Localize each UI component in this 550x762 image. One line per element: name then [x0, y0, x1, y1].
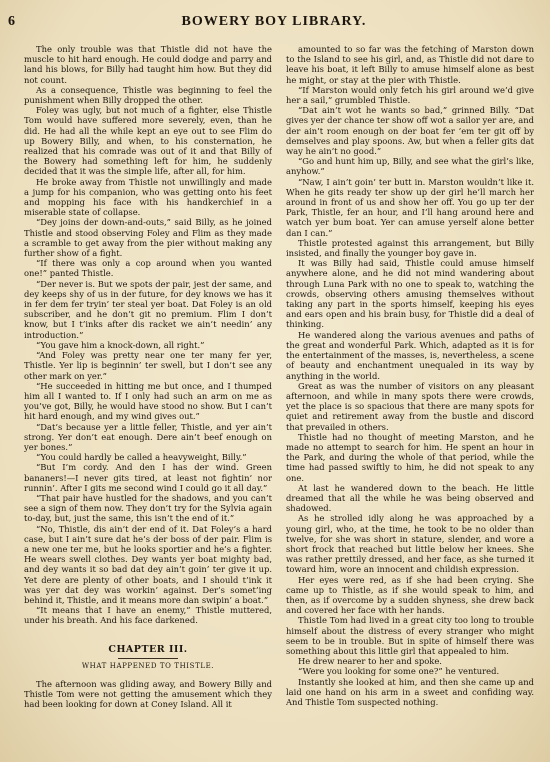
paragraph: “Dat’s because yer a little feller, Thistle, and yer ain’t strong. Yer don’t eat enough. Dere ain’t beef enough on yer bones.”: [24, 421, 272, 452]
chapter-body: [24, 679, 272, 710]
paragraph: “You could hardly be called a heavyweight, Billy.”: [36, 452, 247, 463]
paragraph: Thistle had no thought of meeting Marston, and he made no attempt to search for him. He spent an hour in the Park, and during the whole of that period, while the time had passed swiftly to him, he did not speak to any one.: [286, 431, 534, 483]
paragraph: “It means that I have an enemy,” Thistle muttered, under his breath. And his face darkened.: [24, 605, 272, 626]
left-column-body: [24, 44, 272, 626]
paragraph: “Der never is. But we spots der pair, jest der same, and dey keeps shy of us in der future, for dey knows we has it in fer dem fer tryin’ ter steal yer boat. Dat Foley is an old subscriber, and he don’t git no premium. Flim I don’t know, but I t’inks after dis racket we ain’t needin’ any introduction.”: [24, 278, 272, 340]
paragraph: Great as was the number of visitors on any pleasant afternoon, and while in many spots there were crowds, yet the place is so spacious that there are many spots for quiet and retirement away from the bustle and discord that prevailed in others.: [286, 380, 534, 432]
paragraph: “Dey joins der down-and-outs,” said Billy, as he joined Thistle and stood observing Foley and Flim as they made a scramble to get away from the pier without making any further show of a fight.: [24, 217, 272, 259]
page-number: 6: [8, 14, 15, 29]
paragraph: As a consequence, Thistle was beginning to feel the punishment when Billy dropped the other.: [24, 84, 272, 106]
paragraph: It was Billy had said, Thistle could amuse himself anywhere alone, and he did not mind wandering about through Luna Park with no one to speak to, watching the crowds, observing others amusing themselves without taking any part in the sports himself, keeping his eyes and ears open and his brain busy, for Thistle did a deal of thinking.: [286, 258, 534, 330]
left-column: [24, 44, 272, 754]
paragraph: Foley was ugly, but not much of a fighter, else Thistle Tom would have suffered more severely, even, than he did. He had all the while kept an eye out to see Flim do up Bowery Billy, and when, to his consternation, he realized that his comrade was out of it and that Billy of the Bowery had something left for him, he suddenly decided that it was the simple life, after all, for him.: [24, 105, 272, 177]
paragraph: “You gave him a knock-down, all right.”: [36, 339, 205, 350]
paragraph: The afternoon was gliding away, and Bowery Billy and Thistle Tom were not getting the amusement which they had been looking for down at Coney Island. All it: [24, 678, 272, 709]
paragraph: amounted to so far was the fetching of Marston down to the Island to see his girl, and, as Thistle did not dare to leave his boat, it left Billy to amuse himself alone as best he might, or stay at the pier with Thistle.: [286, 44, 534, 85]
paragraph: “No, Thistle, dis ain’t der end of it. Dat Foley’s a hard case, but I ain’t sure dat he’s der boss of der pair. Flim is a new one ter me, but he looks sportier and he’s a fighter. He wears swell clothes. Dey wants yer boat mighty bad, and dey wants it so bad dat dey ain’t goin’ ter give it up. Yet dere are plenty of other boats, and I should t’ink it was yer dat dey was workin’ against. Der’s somet’ing behind it, Thistle, and it means more dan swipin’ a boat.”: [24, 523, 272, 605]
paragraph: At last he wandered down to the beach. He little dreamed that all the while he was being observed and shadowed.: [286, 482, 534, 514]
chapter-title: WHAT HAPPENED TO THISTLE.: [81, 661, 215, 670]
right-column-body: [286, 44, 534, 707]
paragraph: He broke away from Thistle not unwillingly and made a jump for his companion, who was getting onto his feet and mopping his face with his handkerchief in a miserable state of collapse.: [24, 176, 272, 218]
paragraph: “He succeeded in hitting me but once, and I thumped him all I wanted to. If I only had such an arm on me as you’ve got, Billy, he would have stood no show. But I can’t hit hard enough, and my wind gives out.”: [24, 380, 272, 422]
chapter-divider: [118, 658, 178, 659]
paragraph: “And Foley was pretty near one ter many fer yer, Thistle. Yer lip is beginnin’ ter swell, but I don’t see any other mark on yer.”: [24, 350, 272, 381]
paragraph: “Naw, I ain’t goin’ ter butt in. Marston wouldn’t like it. When he gits ready ter show up der girl he’ll march her around in front of us and show her off. You go up ter der Park, Thistle, fer an hour, and I’ll hang around here and watch yer bum boat. Yer can amuse yerself alone better dan I can.”: [286, 176, 534, 238]
paragraph: Instantly she looked at him, and then she came up and laid one hand on his arm in a sweet and confiding way. And Thistle Tom suspected nothing.: [286, 676, 534, 707]
right-column: [286, 44, 534, 754]
paragraph: “But I’m cordy. And den I has der wind. Green bananers!—I never gits tired, at least not fightin’ nor runnin’. After I gits me second wind I could go it all day.”: [24, 462, 272, 493]
paragraph: He drew nearer to her and spoke.: [298, 656, 442, 667]
chapter-heading: CHAPTER III.: [108, 643, 188, 655]
paragraph: “That pair have hustled for the shadows, and you can’t see a sign of them now. They don’t try for the Sylvia again to-day, but, just the same, this isn’t the end of it.”: [24, 492, 272, 524]
paragraph: Thistle Tom had lived in a great city too long to trouble himself about the distress of every stranger who might seem to be in trouble. But in spite of himself there was something about this little girl that appealed to him.: [286, 615, 534, 656]
paragraph: As he strolled idly along he was approached by a young girl, who, at the time, he took to be no older than twelve, for she was short in stature, slender, and wore a short frock that reached but little below her knees. She was rather prettily dressed, and her face, as she turned it toward him, wore an innocent and childish expression.: [286, 513, 534, 575]
paragraph: The only trouble was that Thistle did not have the muscle to hit hard enough. He could dodge and parry and land his blows, for Billy had taught him how. But they did not count.: [24, 44, 272, 85]
paragraph: “Go and hunt him up, Billy, and see what the girl’s like, anyhow.”: [286, 156, 534, 177]
paragraph: He wandered along the various avenues and paths of the great and wonderful Park. Which, adapted as it is for the entertainment of the masses, is, nevertheless, a scene of beauty and enchantment unequaled in its way by anything in the world.: [286, 329, 534, 381]
text-columns: [24, 44, 534, 754]
running-title: BOWERY BOY LIBRARY.: [181, 14, 367, 29]
paragraph: “Dat ain’t wot he wants so bad,” grinned Billy. “Dat gives yer der chance ter show off wot a sailor yer are, and der ain’t room enough on der boat fer ’em ter git off by demselves and play spoons. Aw, but when a feller gits dat way he ain’t no good.”: [286, 105, 534, 157]
paragraph: “If there was only a cop around when you wanted one!” panted Thistle.: [24, 258, 272, 279]
paragraph: Her eyes were red, as if she had been crying. She came up to Thistle, as if she would speak to him, and then, as if overcome by a sudden shyness, she drew back and covered her face with her hands.: [286, 574, 534, 616]
paragraph: Thistle protested against this arrangement, but Billy insisted, and finally the younger boy gave in.: [286, 237, 534, 259]
paragraph: “If Marston would only fetch his girl around we’d give her a sail,” grumbled Thistle.: [286, 84, 534, 106]
paragraph: “Were you looking for some one?” he ventured.: [298, 666, 500, 677]
page-header: [8, 14, 540, 36]
